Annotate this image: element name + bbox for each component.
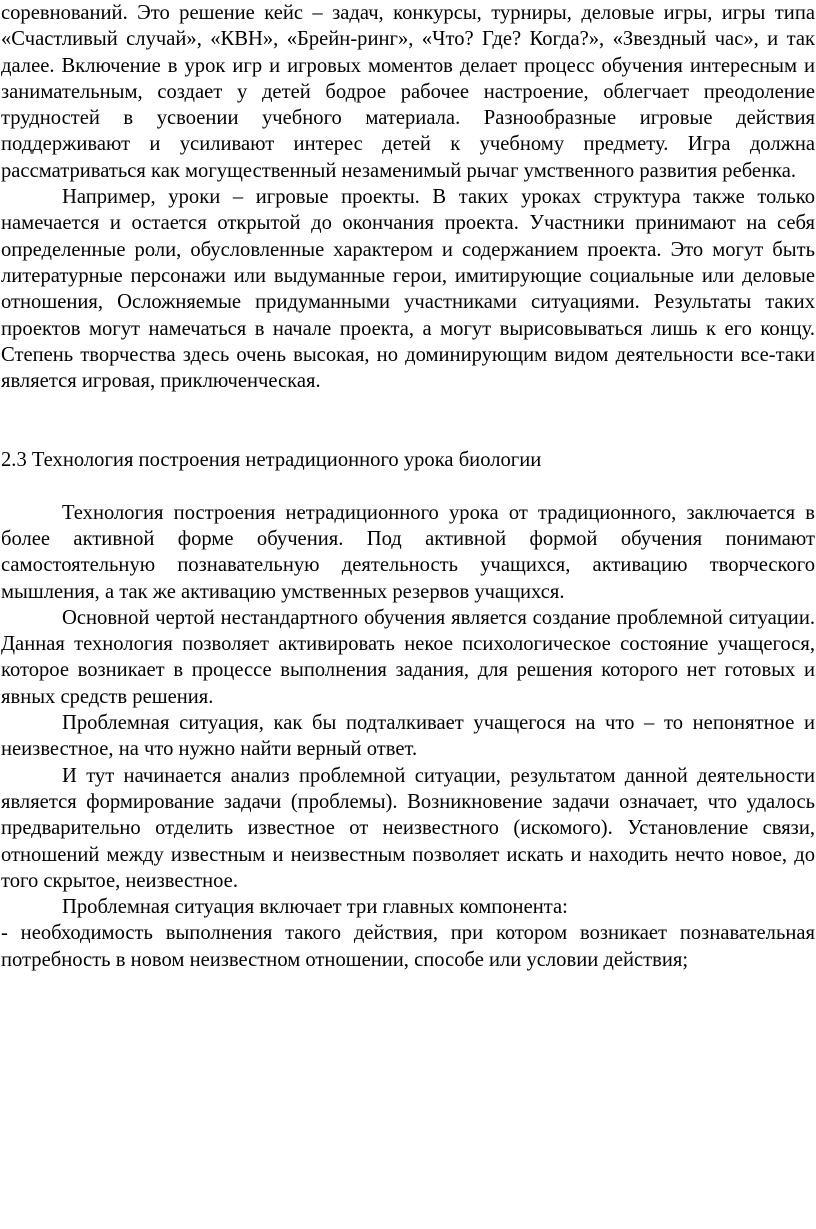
spacer <box>1 473 815 499</box>
paragraph-games-continuation: соревнований. Это решение кейс – задач, конкурсы, турниры, деловые игры, игры типа «Счастливый случай», «КВН», «Брейн-ринг», «Что? Где? Когда?», «Звездный час», и так далее. Включение в урок игр и игровых моментов делает процесс обучения интересным и занимательным, создает у детей бодрое рабочее настроение, облегчает преодоление трудностей в усвоении учебного материала. Разнообразные игровые действия поддерживают и усиливают интерес детей к учебному предмету. Игра должна рассматриваться как могущественный незаменимый рычаг умственного развития ребенка. <box>1 2 815 182</box>
list-item: - необходимость выполнения такого действия, при котором возникает познавательная потребность в новом неизвестном отношении, способе или условии действия; <box>1 922 815 971</box>
paragraph-game-projects: Например, уроки – игровые проекты. В таких уроках структура также только намечается и остается открытой до окончания проекта. Участники принимают на себя определенные роли, обусловленные характером и содержанием проекта. Это могут быть литературные персонажи или выдуманные герои, имитирующие социальные или деловые отношения, Осложняемые придуманными участниками ситуациями. Результаты таких проектов могут намечаться в начале проекта, а могут вырисовываться лишь к его концу. Степень творчества здесь очень высокая, но доминирующим видом деятельности все-таки является игровая, приключенческая. <box>1 186 815 393</box>
paragraph-problem-situation: Основной чертой нестандартного обучения является создание проблемной ситуации. Данная технология позволяет активировать некое психологическое состояние учащегося, которое возникает в процессе выполнения задания, для решения которого нет готовых и явных средств решения. <box>1 606 815 708</box>
spacer <box>1 394 815 420</box>
paragraph-analysis: И тут начинается анализ проблемной ситуации, результатом данной деятельности является формирование задачи (проблемы). Возникновение задачи означает, что удалось предварительно отделить известное от неизвестного (искомого). Установление связи, отношений между известным и неизвестным позволяет искать и находить нечто новое, до того скрытое, неизвестное. <box>1 764 815 892</box>
section-heading: 2.3 Технология построения нетрадиционного урока биологии <box>1 449 542 472</box>
spacer <box>1 421 815 447</box>
paragraph-three-components: Проблемная ситуация включает три главных компонента: <box>62 896 568 919</box>
paragraph-technology: Технология построения нетрадиционного урока от традиционного, заключается в более активной форме обучения. Под активной формой обучения понимают самостоятельную познавательную деятельность учащихся, активацию творческого мышления, а так же активацию умственных резервов учащихся. <box>1 501 815 603</box>
paragraph-pushes-student: Проблемная ситуация, как бы подталкивает учащегося на что – то непонятное и неизвестное, на что нужно найти верный ответ. <box>1 712 815 761</box>
